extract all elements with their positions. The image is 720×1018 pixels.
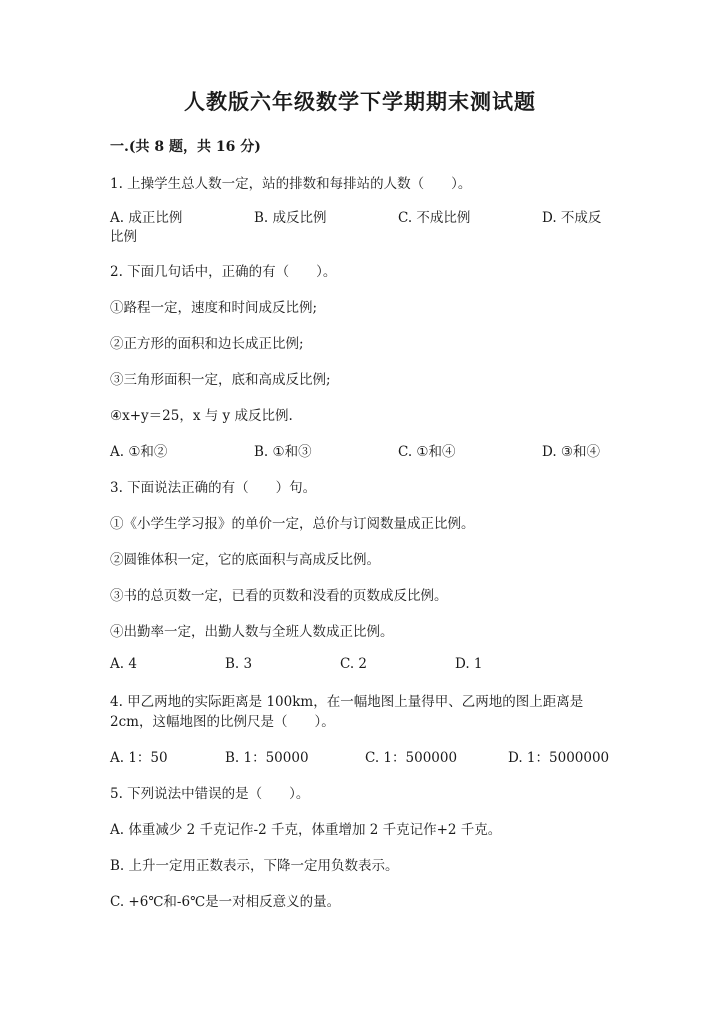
- question-2-option-d: D. ③和④: [542, 444, 601, 460]
- question-4-option-b: B. 1：50000: [225, 750, 309, 766]
- question-4-stem-line-1: 4. 甲乙两地的实际距离是 100km，在一幅地图上量得甲、乙两地的图上距离是: [110, 694, 584, 710]
- question-1-stem: 1. 上操学生总人数一定，站的排数和每排站的人数（ ）。: [110, 176, 472, 192]
- section-heading: 一.(共 8 题，共 16 分): [110, 139, 261, 155]
- question-1-option-b: B. 成反比例: [254, 210, 327, 226]
- question-5-stem: 5. 下列说法中错误的是（ ）。: [110, 786, 310, 802]
- question-4-option-d: D. 1：5000000: [508, 750, 610, 766]
- question-3-option-b: B. 3: [225, 656, 253, 672]
- question-3-stem: 3. 下面说法正确的有（ ）句。: [110, 480, 317, 496]
- question-2-statement-3: ③三角形面积一定，底和高成反比例;: [110, 372, 331, 388]
- question-2-statement-1: ①路程一定，速度和时间成反比例;: [110, 300, 318, 316]
- question-2-statement-2: ②正方形的面积和边长成正比例;: [110, 336, 304, 352]
- question-5-statement-a: A. 体重减少 2 千克记作-2 千克，体重增加 2 千克记作+2 千克。: [110, 822, 502, 838]
- question-2-option-c: C. ①和④: [398, 444, 456, 460]
- question-5-statement-b: B. 上升一定用正数表示，下降一定用负数表示。: [110, 858, 399, 874]
- question-3-statement-3: ③书的总页数一定，已看的页数和没看的页数成反比例。: [110, 588, 448, 604]
- question-5-statement-c: C. +6℃和-6℃是一对相反意义的量。: [110, 894, 341, 910]
- question-2-option-b: B. ①和③: [254, 444, 312, 460]
- question-3-statement-1: ①《小学生学习报》的单价一定，总价与订阅数量成正比例。: [110, 516, 475, 532]
- question-3-statement-2: ②圆锥体积一定，它的底面积与高成反比例。: [110, 552, 380, 568]
- question-4-option-c: C. 1：500000: [365, 750, 458, 766]
- question-3-statement-4: ④出勤率一定，出勤人数与全班人数成正比例。: [110, 624, 394, 640]
- question-1-option-d-wrap: 比例: [110, 229, 137, 245]
- question-3-option-c: C. 2: [340, 656, 368, 672]
- question-1-option-d: D. 不成反: [542, 210, 602, 226]
- question-3-option-d: D. 1: [455, 656, 483, 672]
- question-4-option-a: A. 1：50: [110, 750, 168, 766]
- question-2-option-a: A. ①和②: [110, 444, 168, 460]
- question-2-statement-4: ④x+y＝25，x 与 y 成反比例.: [110, 408, 293, 424]
- question-1-option-c: C. 不成比例: [398, 210, 471, 226]
- question-1-option-a: A. 成正比例: [110, 210, 183, 226]
- question-2-stem: 2. 下面几句话中，正确的有（ ）。: [110, 264, 337, 280]
- question-4-stem-line-2: 2cm，这幅地图的比例尺是（ ）。: [110, 714, 335, 730]
- page-title: 人教版六年级数学下学期期末测试题: [184, 89, 536, 114]
- question-3-option-a: A. 4: [110, 656, 137, 672]
